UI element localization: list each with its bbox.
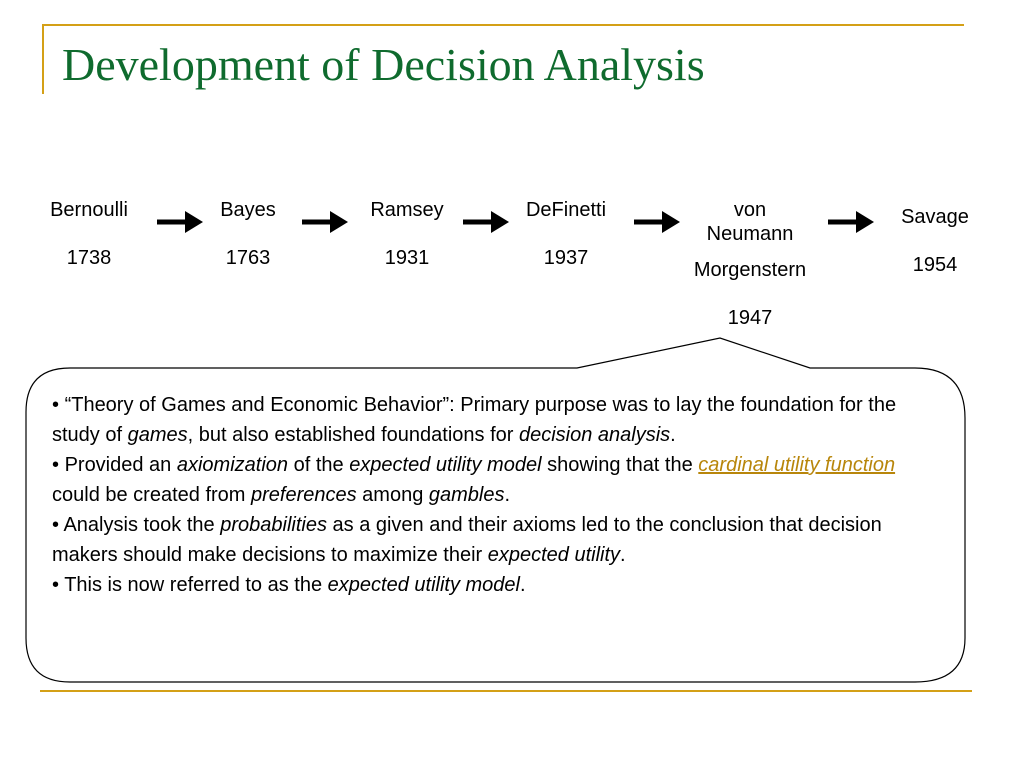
text-run: as a given and their axioms led to the conclusion that decision makers should make decisions to maximize their — [52, 514, 882, 566]
node-year: 1954 — [912, 254, 958, 276]
text-run: , but also established foundations for — [187, 424, 519, 446]
node-year: 1947 — [727, 307, 773, 329]
bullet-marker: • — [52, 394, 65, 416]
text-run: This is now referred to as the — [64, 574, 328, 596]
node-year: 1738 — [66, 247, 112, 269]
text-run: showing that the — [541, 454, 699, 476]
text-run: “Theory of Games and Economic Behavior”: Primary purpose was to lay the foundation for the study of — [52, 394, 897, 446]
italic-term: gambles — [428, 484, 505, 506]
cardinal-utility-function-link[interactable]: cardinal utility function — [698, 454, 896, 476]
node-year: 1937 — [543, 247, 589, 269]
italic-term: probabilities — [220, 514, 327, 536]
italic-term: expected utility — [487, 544, 621, 566]
italic-term: expected utility model — [327, 574, 520, 596]
text-run: could be created from — [52, 484, 251, 506]
node-name: DeFinetti — [525, 199, 607, 221]
bullet-marker: • — [52, 574, 65, 596]
node-name: Ramsey — [370, 199, 444, 221]
node-name-line3: Morgenstern — [693, 259, 807, 281]
node-year: 1763 — [225, 247, 271, 269]
text-run: . — [620, 544, 626, 566]
text-run: . — [519, 574, 526, 596]
bullet-marker: • — [52, 454, 65, 476]
italic-term: axiomization — [176, 454, 289, 476]
text-run: of the — [288, 454, 350, 476]
bullet-marker: • — [52, 514, 64, 536]
bullet-4 — [52, 570, 942, 600]
node-name: Savage — [901, 206, 969, 228]
italic-term: expected utility model — [349, 454, 542, 476]
node-year: 1931 — [384, 247, 430, 269]
slide-title: Development of Decision Analysis — [62, 39, 705, 90]
text-run: among — [356, 484, 429, 506]
bullet-2 — [52, 450, 942, 510]
node-name: Bernoulli — [50, 199, 128, 221]
text-run: Provided an — [64, 454, 177, 476]
italic-term: preferences — [251, 484, 357, 506]
text-run: . — [504, 484, 511, 506]
bullet-3 — [52, 510, 942, 570]
bullet-1 — [52, 390, 942, 450]
italic-term: decision analysis — [518, 424, 671, 446]
text-run: . — [670, 424, 676, 446]
italic-term: games — [127, 424, 188, 446]
node-name-line1: von — [733, 199, 767, 221]
node-name: Bayes — [220, 199, 276, 221]
text-run: Analysis took the — [63, 514, 221, 536]
node-name-line2: Neumann — [706, 223, 794, 245]
callout-text — [52, 390, 942, 600]
